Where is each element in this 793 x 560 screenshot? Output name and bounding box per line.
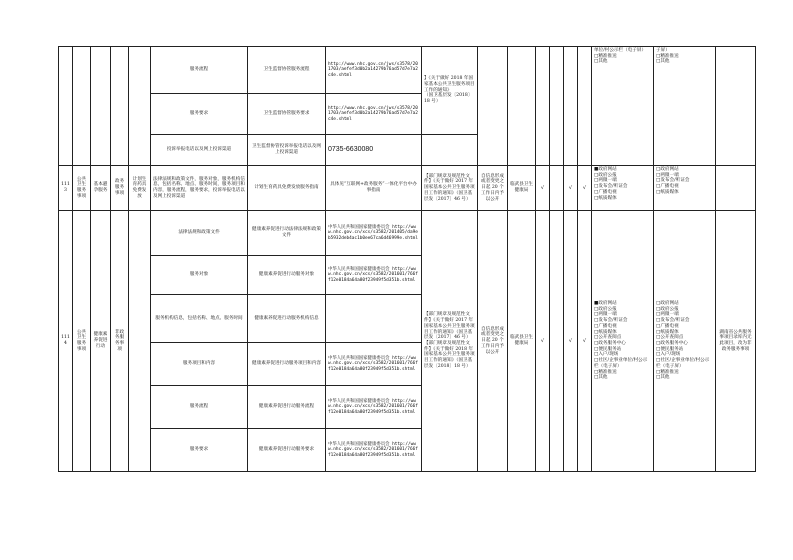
check-mark: √ <box>578 211 592 472</box>
category-1: 公共卫生服务事项 <box>73 211 91 472</box>
basis-cell: 【部门规章及规范性文件】《关于做好 2017 年国家基本公共卫生服务项目工作的通知》（国卫基层发〔2017〕46 号）【部门规章及规范性文件】《关于做好 2018 年国家基本公共卫生服务项目工作的通知》（国卫基层发〔2018〕18 号） <box>422 211 478 472</box>
content-cell: 健康素养促进行动法律法规和政策文件 <box>248 211 326 256</box>
channels-left-cell: ■政府网站 □政府公报 □两微一端 □发布会/听证会 □广播电视 □纸质媒体 □公开查阅点 □政务服务中心 □便民服务站 □入户/现场 □社区/企事业单位/村公示栏（电子屏） □精准推送 □其他 <box>592 211 654 472</box>
row-number: 1114 <box>59 211 73 472</box>
disclosure-table <box>58 46 756 472</box>
time-cell: 自信息形成或者变更之日起 20 个工作日内予以公开 <box>478 211 508 472</box>
url-cell: 中华人民共和国国家健康委员会 http://www.nhc.gov.cn/xcs/s3582/201601/766ff12e0184a64a80f23949f5d351b.shtml <box>326 343 422 386</box>
dept-cell: 临武县卫生健康局 <box>508 211 536 472</box>
category-2: 健康素养促进行动 <box>91 211 111 472</box>
url-cell <box>326 295 422 343</box>
content-cell: 健康素养促进行动服务机构信息 <box>248 295 326 343</box>
subitem-cell: 法律法规和政策文件 <box>151 211 248 256</box>
category-1: 公共卫生服务事项 <box>73 166 91 211</box>
category-2: 基本避孕服务 <box>91 166 111 211</box>
table-row <box>59 211 756 256</box>
url-cell: http://www.nhc.gov.cn/jws/s3578/201703/aefef3d0b2a14279b76ad57d7e7a2c4e.shtml <box>326 94 422 135</box>
content-cell: 健康素养促进行动服务流程 <box>248 386 326 429</box>
subitem-cell: 法律法规和政策文件，服务对象，服务机构信息，包括名称、地点、服务时间，服务项目和内容，服务流程，服务要求，投诉举报电话以及网上投诉渠道 <box>151 166 248 211</box>
remark-cell: 湖南省公共服务事项目录库内无此项目，改为非政务服务事项 <box>716 211 756 472</box>
content-cell: 健康素养促进行动服务要求 <box>248 429 326 472</box>
subitem-cell: 服务流程 <box>151 47 248 94</box>
item-cell: 计划生育药具免费发放 <box>129 166 151 211</box>
url-cell: 中华人民共和国国家健康委员会 http://www.nhc.gov.cn/xcs/s3582/201601/766ff12e0184a64a80f23949f5d351b.shtml <box>326 429 422 472</box>
subitem-cell: 服务流程 <box>151 386 248 429</box>
subitem-cell: 服务机构信息，包括名称、地点、服务时间 <box>151 295 248 343</box>
url-cell: 中华人民共和国国家健康委员会 http://www.nhc.gov.cn/xcs/s3582/201601/766ff12e0184a64a80f23949f5d351b.shtml <box>326 386 422 429</box>
subitem-cell: 服务要求 <box>151 429 248 472</box>
content-cell: 计划生育药具免费发放服务指南 <box>248 166 326 211</box>
check-mark: √ <box>536 211 550 472</box>
phone-cell: 0735-6630080 <box>326 135 422 166</box>
category-3: 政务服务事项 <box>111 166 129 211</box>
basis-cell: 】《关于做好 2018 年国家基本公共卫生服务项目工作的通知》 （国卫基层发〔2018〕18 号） <box>422 47 478 135</box>
table-row <box>59 47 756 94</box>
time-cell: 自信息形成或者变更之日起 20 个工作日内予以公开 <box>478 166 508 211</box>
table-row <box>59 166 756 211</box>
check-mark: √ <box>536 166 550 211</box>
check-mark: √ <box>578 166 592 211</box>
content-cell: 健康素养促进行动服务项目和内容 <box>248 343 326 386</box>
content-cell: 卫生监督协管服务流程 <box>248 47 326 94</box>
content-cell: 卫生监督协管投诉举报电话以及网上投诉渠道 <box>248 135 326 166</box>
basis-cell: 【部门规章及规范性文件】《关于做好 2017 年国家基本公共卫生服务项目工作的通知》（国卫基层发〔2017〕46 号） <box>422 166 478 211</box>
subitem-cell: 投诉举报电话以及网上投诉渠道 <box>151 135 248 166</box>
channels-left-cell: ■政府网站 □政府公报 □两微一端 □发布会/听证会 □广播电视 □纸质媒体 <box>592 166 654 211</box>
content-cell: 健康素养促进行动服务对象 <box>248 256 326 295</box>
category-3: 非政务服务事项 <box>111 211 129 472</box>
row-number: 1113 <box>59 166 73 211</box>
dept-cell: 临武县卫生健康局 <box>508 166 536 211</box>
url-cell: 中华人民共和国国家健康委员会 http://www.nhc.gov.cn/xcs/s3582/201405/da9eb5932deb4ac1b0ee67ca6d46999e.shtml <box>326 211 422 256</box>
channels-right-cell: □政府网站 □两微一端 □发布会/听证会 □广播电视 □纸质媒体 <box>654 166 716 211</box>
channel-cell: 具体见“互联网+政务服务”一体化平台中办事指南 <box>326 166 422 211</box>
subitem-cell: 服务项目和内容 <box>151 343 248 386</box>
check-mark: √ <box>564 166 578 211</box>
subitem-cell: 服务要求 <box>151 94 248 135</box>
content-cell: 卫生监督协管服务要求 <box>248 94 326 135</box>
url-cell: 中华人民共和国国家健康委员会 http://www.nhc.gov.cn/xcs/s3582/201601/766ff12e0184a64a80f23949f5d351b.shtml <box>326 256 422 295</box>
subitem-cell: 服务对象 <box>151 256 248 295</box>
channels-right-cell: □政府网站 □政府公报 □两微一端 □发布会/听证会 □广播电视 □纸质媒体 □公开查阅点 □政务服务中心 □便民服务站 □入户/现场 □社区/企事业单位/村公示栏（电子屏） □精准推送 □其他 <box>654 211 716 472</box>
check-mark: √ <box>564 211 578 472</box>
url-cell: http://www.nhc.gov.cn/jws/s3578/201703/aefef3d0b2a14279b76ad57d7e7a2c4e.shtml <box>326 47 422 94</box>
channels-left-cell: 单位/村公示栏（电子屏） □精准推送 □其他 <box>592 47 654 166</box>
channels-right-cell: 子屏） □精准推送 □其他 <box>654 47 716 166</box>
